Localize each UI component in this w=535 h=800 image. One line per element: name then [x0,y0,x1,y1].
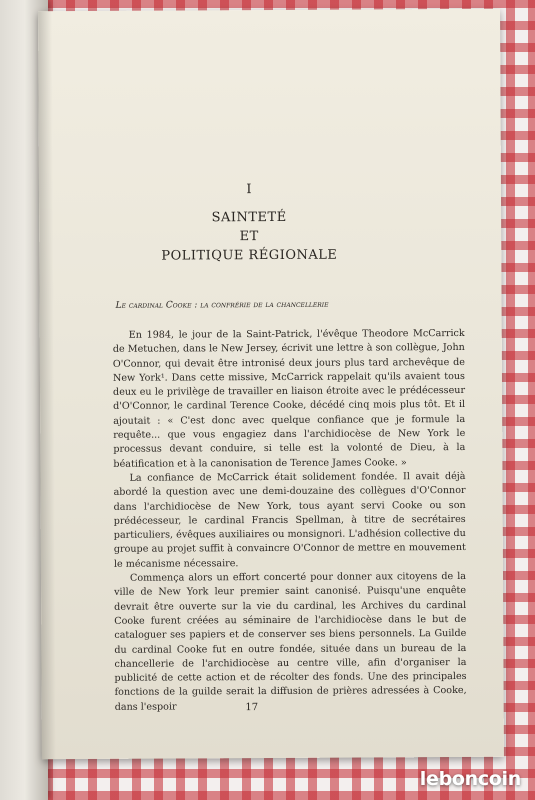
chapter-title-line-2: ET [239,229,259,245]
page-number: 17 [245,702,259,714]
bleed-through-text [339,97,489,112]
book-page [38,9,504,759]
paragraph-3: Commença alors un effort concerté pour donner aux citoyens de la ville de New York leur premier saint canonisé. Puisqu'une enquête devrait être ouverte sur la vie du cardinal, les Archives du cardinal Cooke furent créées au séminaire de l'archidiocèse dans le but de cataloguer ses papiers et de conserver ses biens personnels. La Guilde du cardinal Cooke fut en outre fondée, située dans un bureau de la chancellerie de l'archidiocèse au centre ville, afin d'organiser la publicité de cette action et de récolter des fonds. Une des principales fonctions de la guilde serait la diffusion de prières adressées à Cooke, dans l'espoir [114,571,467,713]
leboncoin-watermark: leboncoin [419,768,521,790]
paragraph-1: En 1984, le jour de la Saint-Patrick, l'évêque Theodore McCarrick de Metuchen, dans le New Jersey, écrivit une lettre à son collègue, John O'Connor, qui devait être intronisé deux jours plus tard archevêque de New York¹. Dans cette missive, McCarrick rappelait qu'ils avaient tous deux eu le privilège de travailler en liaison étroite avec le prédécesseur d'O'Connor, le cardinal Terence Cooke, décédé cinq mois plus tôt. Et il ajoutait : « C'est donc avec quelque confiance que je formule la requête... que vous engagiez dans l'archidiocèse de New York le processus devant conduire, si telle est la volonté de Dieu, à la béatification et à la canonisation de Terence James Cooke. » [112,327,466,470]
paragraph-2: La confiance de McCarrick était solidement fondée. Il avait déjà abordé la question avec une demi-douzaine des collègues d'O'Connor dans l'archidiocèse de New York, tous ayant servi Cooke ou son prédécesseur, le cardinal Francis Spellman, à titre de secrétaires particuliers, évêques auxiliaires ou monsignori. L'adhésion collective du groupe au projet suffit à convaincre O'Connor de mettre en mouvement le mécanisme nécessaire. [113,470,466,570]
chapter-title [39,207,459,266]
chapter-title-line-3: POLITIQUE RÉGIONALE [161,247,338,264]
section-heading: Le cardinal Cooke : la confrérie de la chancellerie [115,299,329,311]
body-text [113,327,467,715]
chapter-number: I [246,182,252,198]
chapter-title-line-1: SAINTETÉ [211,209,287,226]
